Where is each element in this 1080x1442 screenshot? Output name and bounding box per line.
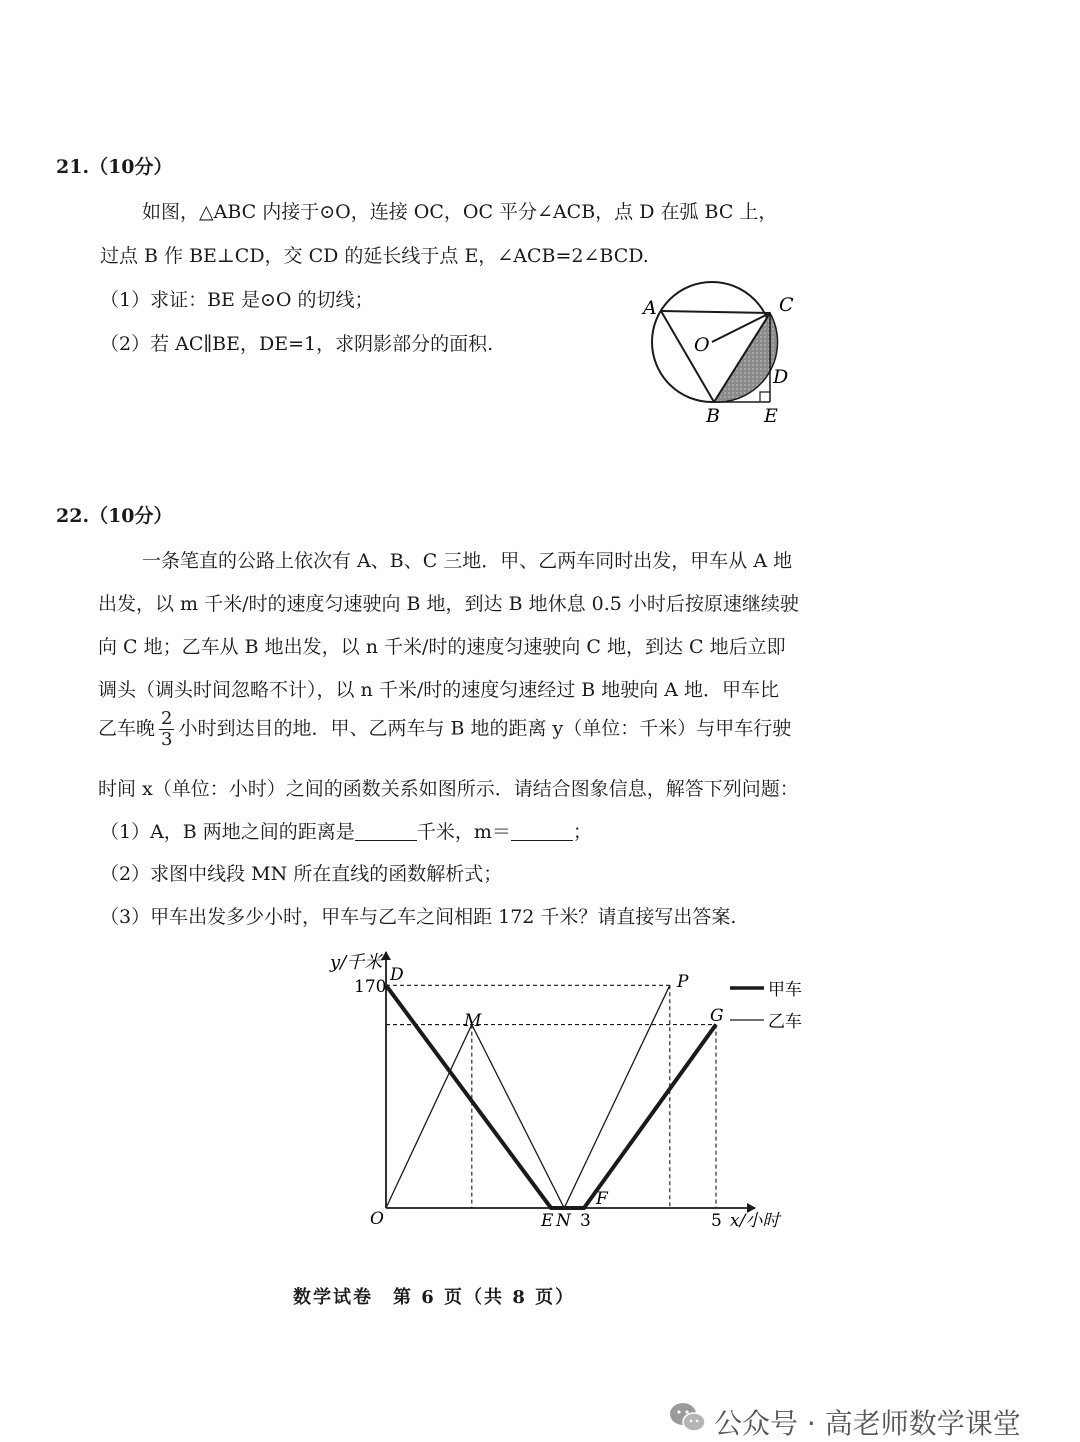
q22-part-1: [100, 817, 592, 844]
series-lines: [386, 985, 716, 1208]
q22-function-graph: [300, 940, 820, 1240]
shaded-segment: [714, 313, 778, 402]
x-tick-3: 3: [580, 1211, 591, 1231]
wechat-icon: [668, 1400, 708, 1436]
point-label-p: P: [677, 972, 689, 992]
point-label-d: D: [390, 965, 404, 985]
label-e: E: [764, 405, 778, 427]
y-tick-170: 170: [354, 977, 387, 997]
fraction-numerator: 2: [161, 708, 173, 729]
point-label-f: F: [596, 1189, 608, 1209]
right-angle-mark: [760, 392, 770, 402]
fraction-two-thirds: [159, 709, 174, 750]
q22-line-3: 向 C 地；乙车从 B 地出发，以 n 千米/时的速度匀速驶向 C 地，到达 C 地后立即: [98, 636, 786, 658]
x-axis-label: x/小时: [730, 1211, 780, 1231]
q22-heading: [56, 501, 173, 528]
q21-part-1: （1）求证：BE 是⊙O 的切线；: [100, 289, 374, 311]
point-label-n: N: [556, 1211, 571, 1231]
answer-blank-m[interactable]: [511, 822, 573, 841]
q22-score: （10分）: [89, 505, 173, 527]
label-a: A: [643, 297, 657, 319]
label-d: D: [773, 366, 789, 388]
segment-ac: [661, 311, 770, 313]
watermark-text: 公众号 · 高老师数学课堂: [714, 1407, 1021, 1440]
fraction-denominator: 3: [161, 729, 173, 750]
page-footer: 数学试卷 第 6 页（共 8 页）: [293, 1287, 576, 1308]
label-c: C: [779, 294, 794, 316]
point-label-e: E: [541, 1211, 554, 1231]
q22-line-2: 出发，以 m 千米/时的速度匀速驶向 B 地，到达 B 地休息 0.5 小时后按原速继续驶: [98, 593, 799, 615]
q22-line-6: 时间 x（单位：小时）之间的函数关系如图所示．请结合图象信息，解答下列问题：: [98, 778, 799, 800]
q21-line-1: 如图，△ABC 内接于⊙O，连接 OC，OC 平分∠ACB，点 D 在弧 BC 上，: [142, 201, 778, 223]
q22-part-3: （3）甲车出发多少小时，甲车与乙车之间相距 172 千米？请直接写出答案.: [100, 906, 737, 928]
label-o: O: [694, 334, 710, 356]
q22-part-1b: 千米，m＝: [416, 821, 511, 843]
q22-line-5: [98, 709, 791, 750]
label-b: B: [706, 405, 720, 427]
q21-heading: [56, 152, 173, 179]
segment-ab: [661, 311, 714, 402]
x-tick-5: 5: [711, 1211, 722, 1231]
q21-line-2: 过点 B 作 BE⊥CD，交 CD 的延长线于点 E，∠ACB=2∠BCD.: [100, 245, 649, 267]
y-axis-label: y/千米: [330, 952, 383, 973]
q22-line-5b: 小时到达目的地．甲、乙两车与 B 地的距离 y（单位：千米）与甲车行驶: [178, 717, 792, 740]
q21-score: （10分）: [89, 156, 173, 178]
answer-blank-distance[interactable]: [355, 822, 417, 841]
q22-line-4: 调头（调头时间忽略不计），以 n 千米/时的速度匀速经过 B 地驶向 A 地．甲车比: [98, 679, 780, 701]
q22-part-1a: （1）A，B 两地之间的距离是: [100, 821, 355, 843]
series-line-jia: [386, 985, 716, 1208]
point-label-g: G: [710, 1006, 724, 1026]
q22-number: 22.: [56, 505, 90, 527]
point-label-o: O: [370, 1209, 384, 1229]
point-label-m: M: [464, 1011, 482, 1031]
legend-yi-label: 乙车: [768, 1012, 802, 1032]
q21-part-2: （2）若 AC∥BE，DE=1，求阴影部分的面积.: [100, 333, 494, 355]
legend-jia-label: 甲车: [768, 980, 802, 1000]
q22-part-2: （2）求图中线段 MN 所在直线的函数解析式；: [100, 863, 503, 885]
q22-line-1: 一条笔直的公路上依次有 A、B、C 三地．甲、乙两车同时出发，甲车从 A 地: [142, 550, 793, 572]
q21-number: 21.: [56, 156, 90, 178]
q21-circle-figure: [630, 280, 810, 430]
q22-line-5a: 乙车晚: [98, 717, 156, 740]
q22-part-1c: ；: [572, 821, 592, 843]
